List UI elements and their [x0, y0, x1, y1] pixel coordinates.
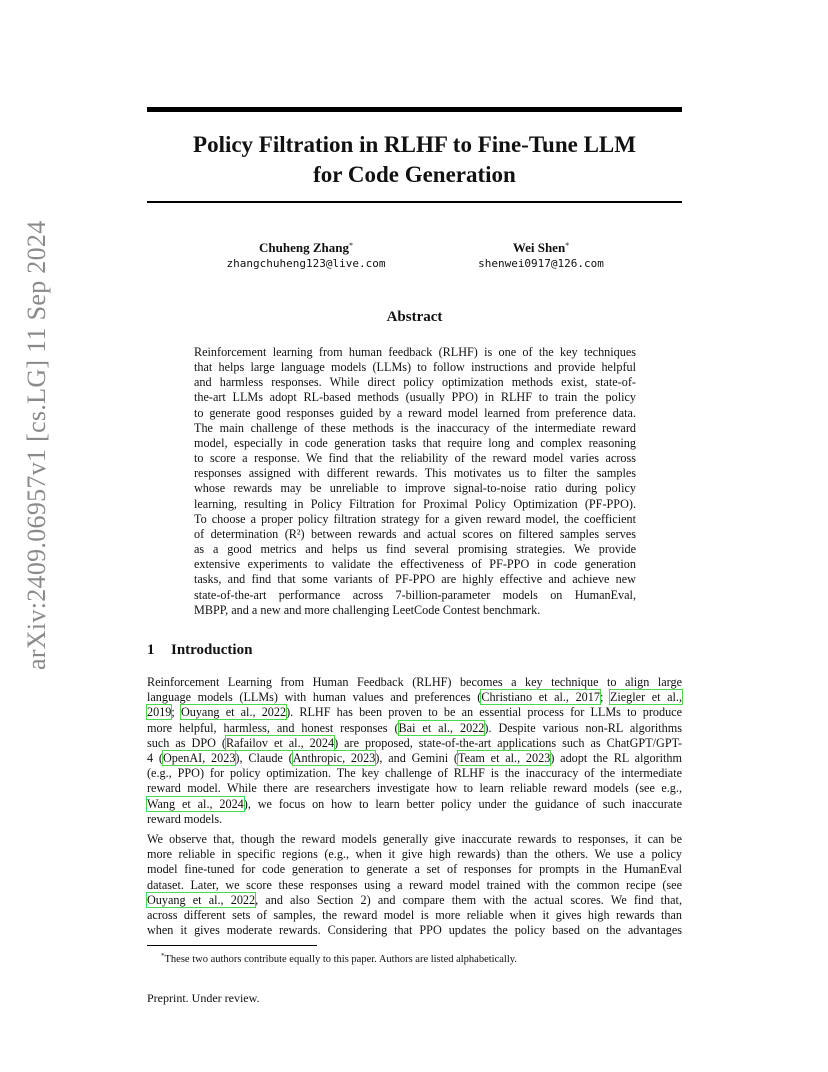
- abstract-line: responses assigned with different rewards. This motivates us to filter the samples: [194, 466, 636, 481]
- text-line: dataset. Later, we score these responses using a reward model trained with the common recipe (see: [147, 877, 682, 892]
- text-line: Reinforcement Learning from Human Feedback (RLHF) becomes a key technique to align large: [147, 675, 682, 689]
- section-title: Introduction: [171, 642, 253, 658]
- citation-link[interactable]: Bai et al., 2022: [398, 720, 485, 735]
- text-line: reward model. While there are researchers investigate how to learn reliable reward models (see e.g.,: [147, 781, 682, 796]
- abstract-body: [194, 345, 636, 618]
- author-name: Chuheng Zhang*: [259, 240, 353, 255]
- author-block: [431, 238, 651, 272]
- paper-title: [147, 130, 682, 190]
- abstract-line: and harmless responses. While direct policy optimization methods exist, state-of-: [194, 375, 636, 390]
- abstract-line: MBPP, and a new and more challenging LeetCode Contest benchmark.: [194, 602, 541, 617]
- author-email: shenwei0917@126.com: [478, 257, 604, 270]
- text-line: 4 (OpenAI, 2023), Claude (Anthropic, 2023), and Gemini (Team et al., 2023) adopt the RL algorithm: [147, 751, 682, 766]
- text-line: across different sets of samples, the reward model is more reliable when it gives high rewards than: [147, 908, 682, 923]
- text-line: language models (LLMs) with human values and preferences (Christiano et al., 2017; Ziegler et al.,: [147, 690, 682, 705]
- arxiv-identifier-stamp: arXiv:2409.06957v1 [cs.LG] 11 Sep 2024: [22, 220, 51, 670]
- abstract-heading: Abstract: [386, 309, 443, 325]
- text-line: more helpful, harmless, and honest responses (Bai et al., 2022). Despite various non-RL algorithms: [147, 720, 682, 735]
- citation-link[interactable]: Anthropic, 2023: [292, 751, 376, 766]
- text-line: when it gives moderate rewards. Considering that PPO updates the policy based on the advantages: [147, 923, 682, 938]
- author-footnote-mark[interactable]: *: [348, 241, 353, 250]
- text-line: reward models.: [147, 811, 223, 826]
- abstract-line: learning, resulting in Policy Filtration for Proximal Policy Optimization (PF-PPO).: [194, 496, 636, 511]
- citation-link[interactable]: Ouyang et al., 2022: [147, 892, 256, 907]
- introduction-paragraph-2: [147, 832, 682, 938]
- title-rule-top: [147, 107, 682, 112]
- abstract-line: tasks, and find that some variants of PF-PPO are highly effective and achieve new: [194, 572, 636, 587]
- abstract-line: To choose a proper policy filtration strategy for a given reward model, the coefficient: [194, 511, 636, 526]
- abstract-line: to score a response. We find that the reliability of the reward model varies across: [194, 451, 636, 466]
- citation-link[interactable]: Team et al., 2023: [458, 751, 551, 766]
- text-line: (e.g., PPO) for policy optimization. The key challenge of RLHF is the inaccuracy of the intermediate: [147, 766, 682, 781]
- preprint-note: Preprint. Under review.: [147, 991, 260, 1005]
- section-number: 1: [147, 642, 155, 658]
- abstract-line: Reinforcement learning from human feedback (RLHF) is one of the key techniques: [194, 345, 636, 359]
- author-block: [196, 238, 416, 272]
- abstract-line: the-art LLMs adopt RL-based methods (usually PPO) in RLHF to train the policy: [194, 390, 636, 405]
- citation-link[interactable]: 2019: [147, 705, 172, 720]
- abstract-line: The main challenge of these methods is the inaccuracy of the intermediate reward: [194, 420, 636, 435]
- citation-link[interactable]: Rafailov et al., 2024: [225, 735, 335, 750]
- text-line: 2019; Ouyang et al., 2022). RLHF has been proven to be an essential process for LLMs to produce: [147, 705, 682, 720]
- text-line: more reliable in specific regions (e.g., when it give high rewards) than the others. We use a policy: [147, 847, 682, 862]
- footnote-mark: *: [161, 952, 165, 960]
- abstract-line: that helps large language models (LLMs) to follow instructions and provide helpful: [194, 360, 636, 375]
- citation-link[interactable]: Ziegler et al.,: [609, 690, 682, 705]
- text-line: model fine-tuned for code generation to generate a set of responses for prompts in the HumanEval: [147, 862, 682, 877]
- text-line: such as DPO (Rafailov et al., 2024) are proposed, state-of-the-art applications such as ChatGPT/GPT-: [147, 735, 683, 750]
- abstract-line: state-of-the-art performance across 7-billion-parameter models on HumanEval,: [194, 587, 636, 602]
- citation-link[interactable]: Christiano et al., 2017: [481, 690, 600, 705]
- text-line: We observe that, though the reward models generally give inaccurate rewards to responses, it can be: [147, 832, 682, 846]
- text-line: Wang et al., 2024), we focus on how to learn better policy under the guidance of such inaccurate: [147, 796, 682, 811]
- footnote-text: These two authors contribute equally to this paper. Authors are listed alphabetically.: [164, 954, 517, 965]
- paper-title-line-2: for Code Generation: [313, 162, 516, 187]
- section-heading-introduction: [147, 640, 252, 660]
- author-footnote-mark[interactable]: *: [565, 241, 570, 250]
- citation-link[interactable]: Ouyang et al., 2022: [180, 705, 287, 720]
- citation-link[interactable]: OpenAI, 2023: [162, 751, 236, 766]
- author-email: zhangchuheng123@live.com: [226, 257, 386, 270]
- footnote-rule: [147, 945, 317, 946]
- abstract-line: whose rewards may be unreliable to improve signal-to-noise ratio during policy: [194, 481, 636, 496]
- citation-link[interactable]: Wang et al., 2024: [147, 796, 244, 811]
- abstract-line: as a good metrics and helps us find several promising strategies. We provide: [194, 542, 636, 557]
- text-line: Ouyang et al., 2022, and also Section 2) and compare them with the actual scores. We find that,: [147, 892, 682, 907]
- abstract-line: model, especially in code generation tasks that require long and complex reasoning: [194, 435, 636, 450]
- author-name: Wei Shen*: [512, 240, 570, 255]
- footnote: [161, 949, 517, 967]
- introduction-paragraph-1: [147, 675, 682, 827]
- abstract-line: of determination (R²) between rewards and actual scores on filtered samples serves: [194, 526, 636, 541]
- paper-title-line-1: Policy Filtration in RLHF to Fine-Tune LLM: [193, 132, 636, 157]
- abstract-line: to generate good responses guided by a reward model learned from preference data.: [194, 405, 636, 420]
- abstract-line: extensive experiments to validate the effectiveness of PF-PPO in code generation: [194, 557, 636, 572]
- title-rule-bottom: [147, 201, 682, 203]
